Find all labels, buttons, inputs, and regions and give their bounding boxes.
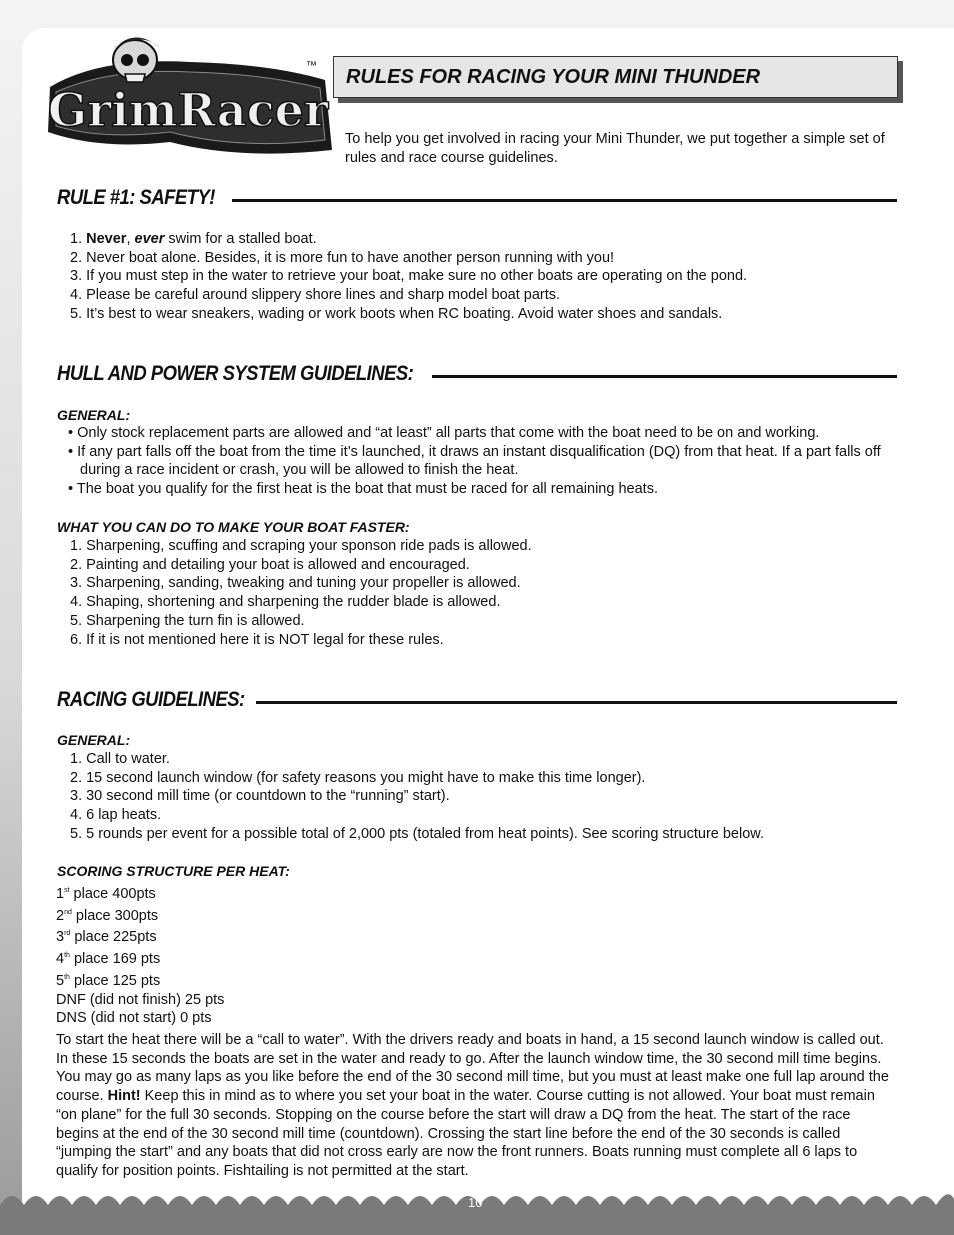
intro-text: To help you get involved in racing your Mini Thunder, we put together a simple set of rules and race course guidelines.: [345, 131, 885, 166]
page-title: RULES FOR RACING YOUR MINI THUNDER: [346, 66, 761, 88]
racing-divider: [256, 701, 897, 704]
racing-heading: RACING GUIDELINES:: [57, 688, 245, 711]
racing-general-list: [70, 750, 764, 844]
list-item: 2. Never boat alone. Besides, it is more fun to have another person running with you!: [70, 249, 615, 266]
faster-label: WHAT YOU CAN DO TO MAKE YOUR BOAT FASTER:: [57, 519, 410, 535]
list-item: 1. Never, ever swim for a stalled boat.: [70, 231, 317, 247]
list-item: 5. Sharpening the turn fin is allowed.: [70, 612, 305, 629]
list-item: 4. 6 lap heats.: [70, 807, 162, 824]
ever-word: ever: [134, 231, 165, 247]
svg-text:GrimRacer: GrimRacer: [47, 83, 329, 137]
list-item: 3. If you must step in the water to retrieve your boat, make sure no other boats are operating on the pond.: [70, 268, 748, 285]
list-item: 6. If it is not mentioned here it is NOT legal for these rules.: [70, 631, 444, 648]
title-banner: [333, 56, 898, 98]
hint-label: Hint!: [107, 1088, 141, 1105]
score-row-dns: DNS (did not start) 0 pts: [56, 1010, 212, 1027]
race-start-paragraph: To start the heat there will be a “call to water”. With the drivers ready and boats in hand, a 15 second launch window is called out. In these 15 seconds the boats are set in the water and ready to go. After the launch window time, the 30 second mill time begins. You may go as many laps as you like before the end of the 30 second mill time, but you must at least make one full lap around the course. Hint! Keep this in mind as to where you set your boat in the water. Course cutting is not allowed. Your boat must remain “on plane” for the full 30 seconds. Stopping on the course before the start will draw a DQ from the heat. The start of the race begins at the end of the 30 second mill time (countdown). Crossing the start line before the end of the 30 seconds is called “jumping the start” and any boats that did not cross early are now the front runners. Boats running must complete all 6 laps to qualify for position points. Fishtailing is not permitted at the start.: [56, 1032, 889, 1179]
score-row: 1st place 400pts: [56, 886, 156, 902]
list-item: 2. 15 second launch window (for safety reasons you might have to make this time longer).: [70, 769, 646, 786]
safety-divider: [232, 199, 897, 202]
list-item: 4. Shaping, shortening and sharpening the rudder blade is allowed.: [70, 594, 501, 611]
scoring-label: SCORING STRUCTURE PER HEAT:: [57, 863, 290, 879]
racing-general-label: GENERAL:: [57, 732, 131, 748]
score-row: 2nd place 300pts: [56, 907, 159, 924]
list-item: 5. It’s best to wear sneakers, wading or work boots when RC boating. Avoid water shoes and sandals.: [70, 305, 723, 322]
hull-general-list: [68, 424, 898, 499]
hull-heading: HULL AND POWER SYSTEM GUIDELINES:: [57, 362, 414, 385]
hull-general-label: GENERAL:: [57, 407, 131, 423]
page-number: 10: [468, 1195, 483, 1210]
hull-divider: [432, 375, 897, 378]
wave-footer: [0, 1185, 954, 1235]
score-row: 3rd place 225pts: [56, 929, 157, 946]
list-item: 1. Call to water.: [70, 751, 170, 767]
score-row: 4th place 169 pts: [56, 951, 161, 968]
list-item: 4. Please be careful around slippery shore lines and sharp model boat parts.: [70, 287, 561, 304]
list-item: 3. 30 second mill time (or countdown to the “running” start).: [70, 788, 450, 805]
faster-list: [70, 537, 532, 649]
score-row-dnf: DNF (did not finish) 25 pts: [56, 991, 225, 1008]
list-item: • The boat you qualify for the first heat is the boat that must be raced for all remaining heats.: [68, 481, 658, 498]
score-row: 5th place 125 pts: [56, 972, 161, 989]
scoring-list: [56, 882, 224, 1028]
list-item: • Only stock replacement parts are allowed and “at least” all parts that come with the boat need to be on and working.: [68, 425, 820, 441]
list-item: 2. Painting and detailing your boat is allowed and encouraged.: [70, 556, 470, 573]
safety-heading: RULE #1: SAFETY!: [57, 186, 215, 209]
never-word: Never: [86, 231, 127, 247]
trademark-symbol: ™: [306, 60, 317, 72]
grimracer-logo: [40, 32, 340, 157]
safety-list: [70, 230, 747, 324]
list-item: 5. 5 rounds per event for a possible total of 2,000 pts (totaled from heat points). See scoring structure below.: [70, 825, 764, 842]
list-item: • If any part falls off the boat from the time it’s launched, it draws an instant disqualification (DQ) from that heat. If a part falls off during a race incident or crash, you will be allowed to finish the heat.: [68, 443, 881, 479]
list-item: 1. Sharpening, scuffing and scraping your sponson ride pads is allowed.: [70, 538, 532, 554]
list-item: 3. Sharpening, sanding, tweaking and tuning your propeller is allowed.: [70, 575, 521, 592]
